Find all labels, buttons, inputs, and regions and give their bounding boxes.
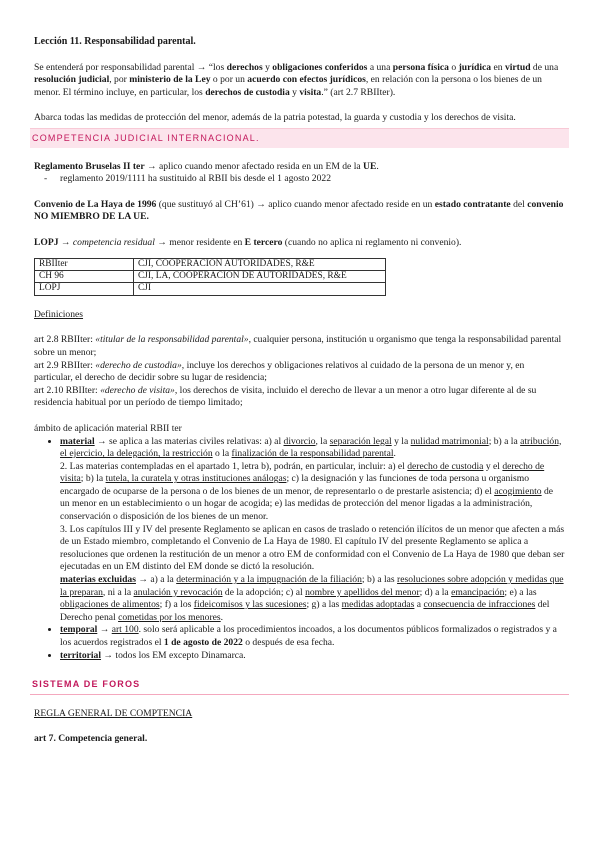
ambito-heading: ámbito de aplicación material RBII ter xyxy=(34,422,182,434)
def-text: , en relación con la persona o los bienes de un menor. El término incluye, en particular, los xyxy=(34,74,542,98)
text: , la xyxy=(315,435,330,447)
table-cell-value: CJI xyxy=(134,283,386,295)
section-heading-foros: SISTEMA DE FOROS xyxy=(30,678,569,695)
def-bold: resolución judicial xyxy=(34,74,110,86)
underlined-term: cometidas por los menores xyxy=(118,611,221,623)
table-cell-key: CH 96 xyxy=(35,270,134,282)
lesson-title: Lección 11. Responsabilidad parental. xyxy=(34,36,196,47)
def-article: art 2.8 RBIIter: xyxy=(34,334,96,346)
text: ; b) a las xyxy=(361,574,398,586)
text: ; f) a los xyxy=(159,599,194,611)
def-text: o por un xyxy=(210,74,248,86)
text: a xyxy=(414,599,424,611)
bruselas-text: . xyxy=(376,160,379,172)
underlined-term: resoluciones sobre adopción y medidas que la preparan xyxy=(60,574,564,598)
def-bold: acuerdo con efectos jurídicos xyxy=(247,74,366,86)
underlined-term: art 100 xyxy=(111,624,139,636)
list-item-temporal xyxy=(60,624,565,649)
underlined-term: medidas adoptadas xyxy=(341,599,415,611)
text: → se aplica a las materias civiles relativas: a) al xyxy=(94,435,284,447)
def-bold: visita xyxy=(299,86,322,98)
underlined-term: nombre y apellidos del menor xyxy=(305,586,420,598)
text: ; b) la xyxy=(80,473,106,485)
def-text: .” (art 2.7 RBIIter). xyxy=(321,86,396,98)
text: . xyxy=(220,611,224,623)
table-row xyxy=(35,283,386,295)
dash-bullet: - xyxy=(44,173,48,185)
table-row xyxy=(35,270,386,282)
underlined-term: determinación y a la impugnación de la filiación xyxy=(176,574,362,586)
def-text: y xyxy=(289,86,300,98)
text: ; d) a la xyxy=(419,586,452,598)
text: ; g) a las xyxy=(306,599,342,611)
ambito-list xyxy=(34,436,565,663)
text: → todos los EM excepto Dinamarca. xyxy=(101,649,246,661)
def-text: , por xyxy=(109,74,130,86)
material-label: material xyxy=(60,435,95,447)
text: 2. Las materias contempladas en el apartado 1, letra b), podrán, en particular, incluir: a) el xyxy=(60,460,408,472)
text: o después de esa fecha. xyxy=(242,637,335,648)
underlined-term: tutela, la curatela y otras instituciones análogas xyxy=(105,473,287,485)
def-text: a una xyxy=(367,61,393,73)
text: → xyxy=(97,624,112,636)
lopj-text: → xyxy=(58,236,73,248)
haya-text: del xyxy=(510,198,528,210)
underlined-term: consecuencia de infracciones xyxy=(423,599,536,611)
bruselas-name: Reglamento Bruselas II ter xyxy=(34,160,145,172)
def-term: «derecho de custodia» xyxy=(95,359,182,371)
bold-date: 1 de agosto de 2022 xyxy=(163,637,243,648)
table-row xyxy=(35,258,386,270)
section-heading-cji: COMPETENCIA JUDICIAL INTERNACIONAL. xyxy=(30,128,569,148)
def-body: , cualquier persona, institución u organismo que tenga la responsabilidad parental sobre un menor; xyxy=(34,334,562,358)
underlined-term: derecho de custodia xyxy=(407,460,484,472)
def-body: , los derechos de visita, incluido el derecho de llevar a un menor a otro lugar diferente al de su residencia habitual por un período de tiempo limitado; xyxy=(34,384,537,409)
material-paragraph-2 xyxy=(60,461,565,524)
underlined-term: fideicomisos y las sucesiones xyxy=(193,599,307,611)
def-bold: derechos de custodia xyxy=(205,86,290,98)
text: ; c) la designación y las funciones de toda persona u organismo encargado de ocuparse de la persona o de los bienes de un menor, de representarlo o de prestarle asistencia; d) el xyxy=(60,473,530,497)
bruselas-text: → aplico cuando menor afectado resida en un EM de la xyxy=(144,160,364,172)
underlined-term: anulación y revocación xyxy=(133,586,223,598)
def-text: o xyxy=(448,61,459,73)
regla-general-heading: REGLA GENERAL DE COMPTENCIA xyxy=(34,707,193,719)
underlined-term: nulidad matrimonial xyxy=(410,435,489,447)
text: y el xyxy=(483,460,503,472)
text: . solo será aplicable a los procedimientos incoados, a los documentos públicos formalizados o registrados y a los acuerdos registrados el xyxy=(60,624,557,648)
haya-bold: estado contratante xyxy=(434,198,511,210)
bruselas-ue: UE xyxy=(363,160,377,172)
bruselas-paragraph xyxy=(34,161,565,174)
abarca-paragraph: Abarca todas las medidas de protección del menor, además de la patria potestad, la guarda y custodia y los derechos de visita. xyxy=(34,112,516,124)
definition-paragraph xyxy=(34,62,565,100)
def-term: «derecho de visita» xyxy=(100,384,175,396)
art7-heading: art 7. Competencia general. xyxy=(34,733,148,745)
def-text: en xyxy=(491,61,505,73)
haya-text: (que sustituyó al CH’61) → aplico cuando menor afectado reside en un xyxy=(156,198,435,210)
table-cell-value: CJI, LA, COOPERACION DE AUTORIDADES, R&E xyxy=(134,270,386,282)
text: ; b) a la xyxy=(488,435,521,447)
text: → a) a la xyxy=(135,574,177,586)
def-bold: persona física xyxy=(392,61,449,73)
text: . xyxy=(393,448,396,460)
lopj-italic: competencia residual xyxy=(72,236,155,248)
underlined-term: emancipación xyxy=(451,586,505,598)
lopj-name: LOPJ xyxy=(34,236,59,248)
definition-2-8 xyxy=(34,334,565,359)
haya-paragraph xyxy=(34,199,565,224)
text: o la xyxy=(212,448,232,460)
underlined-term: acogimiento xyxy=(494,485,542,497)
def-bold: ministerio de la Ley xyxy=(129,74,211,86)
excluded-label: materias excluidas xyxy=(60,574,136,586)
text: de un menor en un establecimiento o un hogar de acogida; e) las medidas de protección del menor ligadas a la administración, conservación o disposición de los bienes de un menor. xyxy=(60,485,554,523)
def-bold: obligaciones conferidos xyxy=(272,61,368,73)
haya-bold: convenio NO MIEMBRO DE LA UE. xyxy=(34,198,564,223)
underlined-term: divorcio xyxy=(283,435,316,447)
text: ; e) a las xyxy=(504,586,537,598)
competence-table xyxy=(34,258,386,296)
material-paragraph-3: 3. Los capítulos III y IV del presente Reglamento se aplican en casos de traslado o retención ilícitos de un menor que afecten a más de un Estado miembro, completando el Convenio de La Haya de 1980. El capítulo IV del presente Reglamento se aplica a resoluciones que ordenen la restitución de un menor a otro EM de conformidad con el Convenio de La Haya de 1980 que deban ser ejecutadas en un EM distinto del EM donde se dictó la resolución. xyxy=(60,523,565,573)
haya-name: Convenio de La Haya de 1996 xyxy=(34,198,157,210)
underlined-term: derecho de visita xyxy=(60,460,545,485)
list-item-territorial xyxy=(60,650,565,663)
bruselas-note: reglamento 2019/1111 ha sustituido al RBII bis desde el 1 agosto 2022 xyxy=(60,173,331,185)
lopj-bold: E tercero xyxy=(244,236,283,248)
table-cell-value: CJI, COOPERACION AUTORIDADES, R&E xyxy=(134,258,386,270)
lopj-paragraph xyxy=(34,237,565,250)
def-bold: virtud xyxy=(504,61,531,73)
text: del Derecho penal xyxy=(60,599,550,623)
def-term: «titular de la responsabilidad parental» xyxy=(95,334,249,346)
text: de la adopción; c) al xyxy=(222,586,306,598)
def-text: y xyxy=(262,61,273,73)
def-text: Se entenderá por responsabilidad parental → “los xyxy=(34,61,227,73)
temporal-label: temporal xyxy=(60,624,98,636)
underlined-term: finalización de la responsabilidad parental xyxy=(231,448,394,460)
def-bold: jurídica xyxy=(458,61,492,73)
def-text: de una xyxy=(530,61,559,73)
def-article: art 2.9 RBIIter: xyxy=(34,359,96,371)
lopj-text: → menor residente en xyxy=(154,236,245,248)
text: y la xyxy=(391,435,411,447)
definition-2-10 xyxy=(34,385,565,410)
def-bold: derechos xyxy=(226,61,263,73)
bruselas-note-row xyxy=(44,173,565,186)
table-cell-key: LOPJ xyxy=(35,283,134,295)
underlined-term: atribución, el ejercicio, la delegación, la restricción xyxy=(60,435,562,460)
table-cell-key: RBIIter xyxy=(35,258,134,270)
def-body: , incluye los derechos y obligaciones relativos al cuidado de la persona de un menor y, en particular, el derecho de decidir sobre su lugar de residencia; xyxy=(34,359,525,384)
def-article: art 2.10 RBIIter: xyxy=(34,384,101,396)
lopj-text: (cuando no aplica ni reglamento ni convenio). xyxy=(282,236,462,248)
materias-excluidas xyxy=(60,574,565,624)
definiciones-heading: Definiciones xyxy=(34,308,84,320)
list-item-material xyxy=(60,436,565,625)
underlined-term: separación legal xyxy=(329,435,392,447)
territorial-label: territorial xyxy=(60,649,102,661)
definition-2-9 xyxy=(34,360,565,385)
underlined-term: obligaciones de alimentos xyxy=(60,599,160,611)
text: , ni a la xyxy=(102,586,134,598)
